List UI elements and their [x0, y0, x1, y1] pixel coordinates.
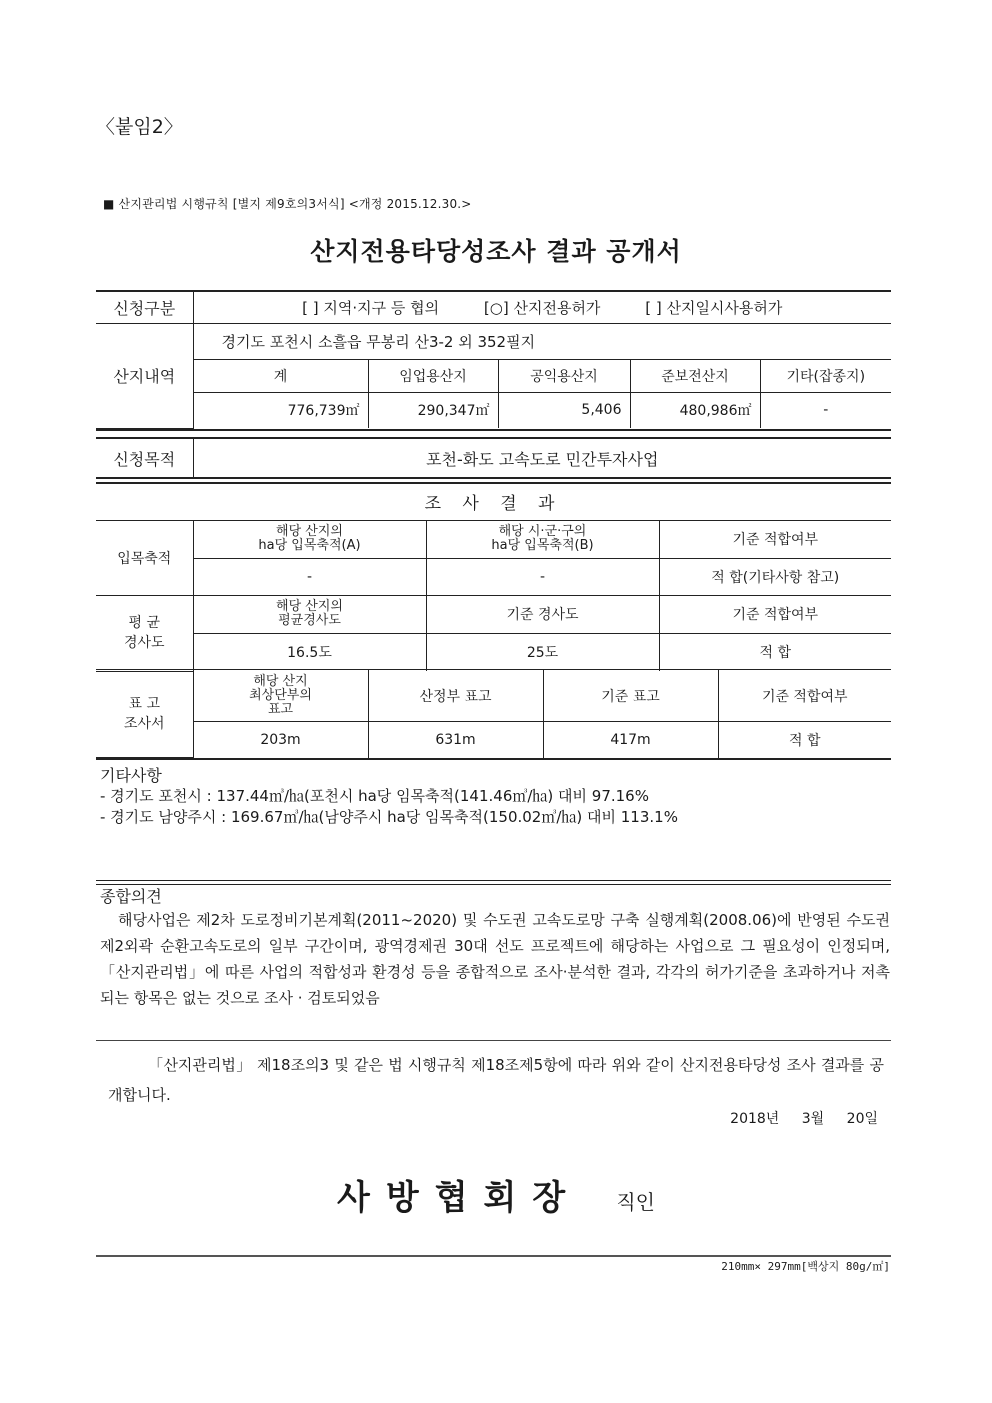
rule-reference: ■ 산지관리법 시행규칙 [별지 제9호의3서식] <개정 2015.12.30.>: [103, 197, 472, 211]
stock-value-site: -: [193, 558, 426, 595]
purpose-label: 신청목적: [96, 439, 193, 477]
slope-header-standard: 기준 경사도: [426, 595, 659, 633]
slope-label: 평 균 경사도: [96, 595, 193, 671]
elevation-header-site-top: 해당 산지 최상단부의 표고: [193, 670, 368, 722]
elevation-value-compliance: 적 합: [718, 722, 891, 758]
header-other: 기타(잡종지): [760, 359, 891, 392]
issuer-block: [0, 1170, 992, 1219]
stock-header-region: 해당 시·군·구의 ha당 입목축적(B): [426, 520, 659, 558]
elevation-header-compliance: 기준 적합여부: [718, 670, 891, 722]
overall-opinion: [100, 887, 890, 1011]
elevation-header-summit: 산정부 표고: [368, 670, 543, 722]
stock-label: 입목축적: [96, 520, 193, 595]
elevation-label: 표 고 조사서: [96, 670, 193, 758]
value-forestry-use: 290,347㎡: [368, 392, 498, 428]
option-zone-consultation[interactable]: [ ] 지역·지구 등 협의: [302, 298, 440, 317]
document-title: 산지전용타당성조사 결과 공개서: [310, 237, 682, 266]
other-notes-line: - 경기도 남양주시 : 169.67㎥/㏊(남양주시 ha당 임목축적(150.02㎥/㏊) 대비 113.1%: [100, 808, 678, 826]
elevation-value-standard: 417m: [543, 722, 718, 758]
opinion-label: 종합의견: [100, 887, 162, 906]
value-public-use: 5,406: [498, 392, 630, 428]
value-total: 776,739㎡: [193, 392, 368, 428]
section-divider: [96, 880, 891, 885]
disclosure-notice: 「산지관리법」 제18조의3 및 같은 법 시행규칙 제18조제5항에 따라 위와 같이 산지전용타당성 조사 결과를 공개합니다.: [108, 1056, 884, 1104]
paper-spec: 210mm× 297mm[백상지 80g/㎡]: [721, 1260, 890, 1273]
stock-header-compliance: 기준 적합여부: [659, 520, 891, 558]
forest-details-label: 산지내역: [96, 323, 193, 428]
header-semi-preserve: 준보전산지: [630, 359, 760, 392]
slope-header-site: 해당 산지의 평균경사도: [193, 595, 426, 633]
forest-location: 경기도 포천시 소흘읍 무봉리 산3-2 외 352필지: [193, 323, 891, 359]
section-divider: [96, 1040, 891, 1041]
issuer-seal: 직인: [616, 1190, 655, 1214]
slope-header-compliance: 기준 적합여부: [659, 595, 891, 633]
elevation-table: [96, 669, 891, 760]
header-forestry-use: 임업용산지: [368, 359, 498, 392]
attachment-label: 〈붙임2〉: [96, 116, 183, 138]
other-notes: [100, 765, 890, 828]
elevation-value-summit: 631m: [368, 722, 543, 758]
application-type-label: 신청구분: [96, 292, 193, 323]
value-other: -: [760, 392, 891, 428]
slope-value-site: 16.5도: [193, 633, 426, 671]
stock-header-site: 해당 산지의 ha당 입목축적(A): [193, 520, 426, 558]
stock-value-compliance: 적 합(기타사항 참고): [659, 558, 891, 595]
other-notes-label: 기타사항: [100, 766, 162, 785]
survey-title: 조 사 결 과: [96, 484, 891, 520]
issue-date: 2018년 3월 20일: [730, 1111, 878, 1127]
opinion-text: 해당사업은 제2차 도로정비기본계획(2011~2020) 및 수도권 고속도로망 구축 실행계획(2008.06)에 반영된 수도권 제2외곽 순환고속도로의 일부 구간이며, 광역경제권 30대 선도 프로젝트에 해당하는 사업으로 그 필요성이 인정되며,「산지관리법」에 따른 사업의 적합성과 환경성 등을 종합적으로 조사·분석한 결과, 각각의 허가기준을 초과하거나 저촉되는 항목은 없는 것으로 조사 · 검토되었음: [100, 911, 890, 1007]
purpose-value: 포천-화도 고속도로 민간투자사업: [193, 439, 891, 477]
option-temporary-use-permit[interactable]: [ ] 산지일시사용허가: [645, 298, 783, 317]
survey-table: [96, 482, 891, 672]
header-public-use: 공익용산지: [498, 359, 630, 392]
other-notes-line: - 경기도 포천시 : 137.44㎥/㏊(포천시 ha당 임목축적(141.46㎥/㏊) 대비 97.16%: [100, 787, 649, 805]
purpose-table: [96, 437, 891, 479]
slope-value-standard: 25도: [426, 633, 659, 671]
application-table: [96, 290, 891, 431]
footer-rule: [96, 1255, 891, 1257]
elevation-value-site-top: 203m: [193, 722, 368, 758]
application-type-options: [193, 292, 891, 323]
option-conversion-permit[interactable]: [○] 산지전용허가: [483, 298, 601, 317]
slope-value-compliance: 적 합: [659, 633, 891, 671]
issuer-name: 사방협회장: [337, 1178, 582, 1218]
stock-value-region: -: [426, 558, 659, 595]
elevation-header-standard: 기준 표고: [543, 670, 718, 722]
header-total: 계: [193, 359, 368, 392]
value-semi-preserve: 480,986㎡: [630, 392, 760, 428]
